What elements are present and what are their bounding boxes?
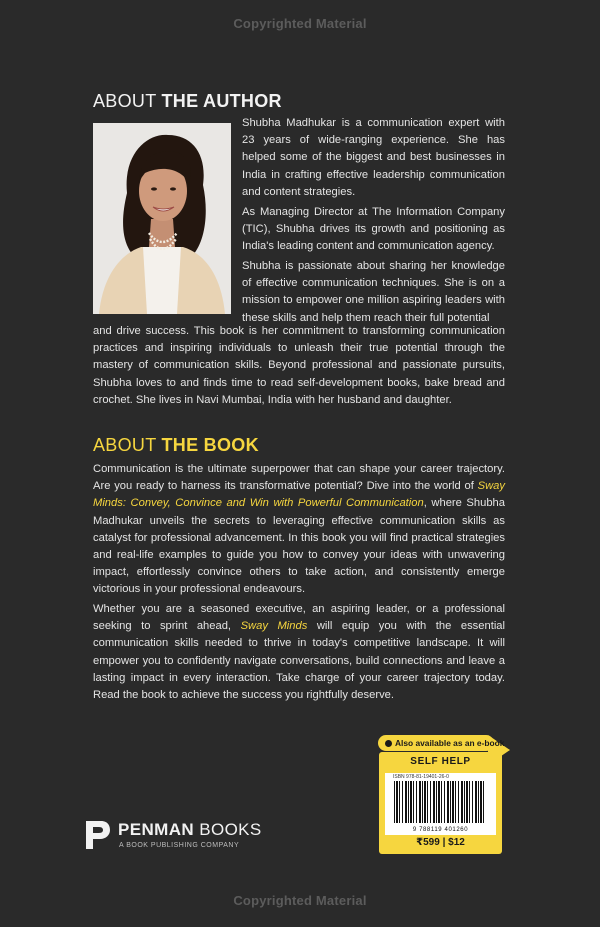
- text: will equip you with the essential communication skills needed to thrive in today's competitive landscape. It will empower you to confidently navigate conversations, build connections and leave a lasting impact in every interaction. Take charge of your career trajectory today. Read the book to achieve the success you rightfully deserve.: [93, 620, 506, 702]
- publisher-tagline: A BOOK PUBLISHING COMPANY: [119, 842, 240, 849]
- book-paragraph-1: [93, 461, 505, 599]
- text: , where Shubha Madhukar unveils the secrets to leveraging effective communication skills as catalyst for professional advancement. In this book you will find practical strategies and real-life examples to guide you how to convey your ideas with unwavering impact, effortlessly convince others to take action, and consistently emerge victorious in your professional endeavours.: [93, 497, 505, 596]
- heading-bold: THE AUTHOR: [161, 91, 282, 111]
- text: Whether you are a seasoned executive, an aspiring leader, or a professional seeking to sprint ahead,: [93, 603, 505, 633]
- author-photo: [93, 123, 231, 314]
- watermark-bottom: Copyrighted Material: [233, 893, 367, 908]
- text: Communication is the ultimate superpower that can shape your career trajectory. Are you ready to harness its transformative potential? Dive into the world of: [93, 463, 505, 493]
- heading-bold: THE BOOK: [161, 435, 259, 455]
- book-title-italic: Sway Minds: Convey, Convince and Win with Powerful Communication: [93, 480, 505, 510]
- category-label: SELF HELP: [410, 756, 471, 767]
- barcode-bars: [394, 781, 486, 823]
- publisher-name-bold: PENMAN: [118, 820, 195, 839]
- book-paragraph-2: [93, 601, 505, 704]
- price: ₹599 | $12: [416, 837, 465, 848]
- ebook-badge: [378, 735, 505, 751]
- barcode: [385, 773, 496, 835]
- author-paragraph-3: Shubha is passionate about sharing her knowledge of effective communication techniques. She is on a mission to empower one million aspiring leaders with these skills and help them reach their full potential: [242, 260, 505, 324]
- heading-light: ABOUT: [93, 91, 162, 111]
- author-paragraph-2: As Managing Director at The Information Company (TIC), Shubha drives its growth and positioning as India's leading content and communication agency.: [242, 206, 505, 253]
- barcode-panel: [379, 752, 502, 854]
- publisher-name-light: BOOKS: [194, 820, 262, 839]
- barcode-number: 9 788119 401260: [412, 827, 469, 833]
- watermark-top: Copyrighted Material: [233, 16, 367, 31]
- bullet-icon: [385, 740, 392, 747]
- author-paragraph-1: Shubha Madhukar is a communication expert with 23 years of wide-ranging experience. She has helped some of the biggest and best businesses in India in crafting effective leadership communication and content strategies.: [242, 117, 505, 198]
- heading-light: ABOUT: [93, 435, 162, 455]
- author-paragraph-3-continued: and drive success. This book is her commitment to transforming communication practices and inspiring individuals to unleash their true potential through the mastery of communication skills. Beyond professional and passionate pursuits, Shubha loves to and finds time to read self-development books, bake bread and crochet. She lives in Navi Mumbai, India with her husband and daughter.: [93, 325, 505, 406]
- penman-logo-icon: [84, 819, 112, 851]
- ebook-badge-text: Also available as an e-book: [395, 738, 505, 748]
- book-title-italic: Sway Minds: [240, 620, 308, 633]
- publisher-name: [118, 820, 262, 840]
- about-author-heading: [93, 91, 282, 112]
- isbn-text: ISBN 978-81-19401-26-0: [393, 774, 449, 780]
- about-book-heading: [93, 435, 259, 456]
